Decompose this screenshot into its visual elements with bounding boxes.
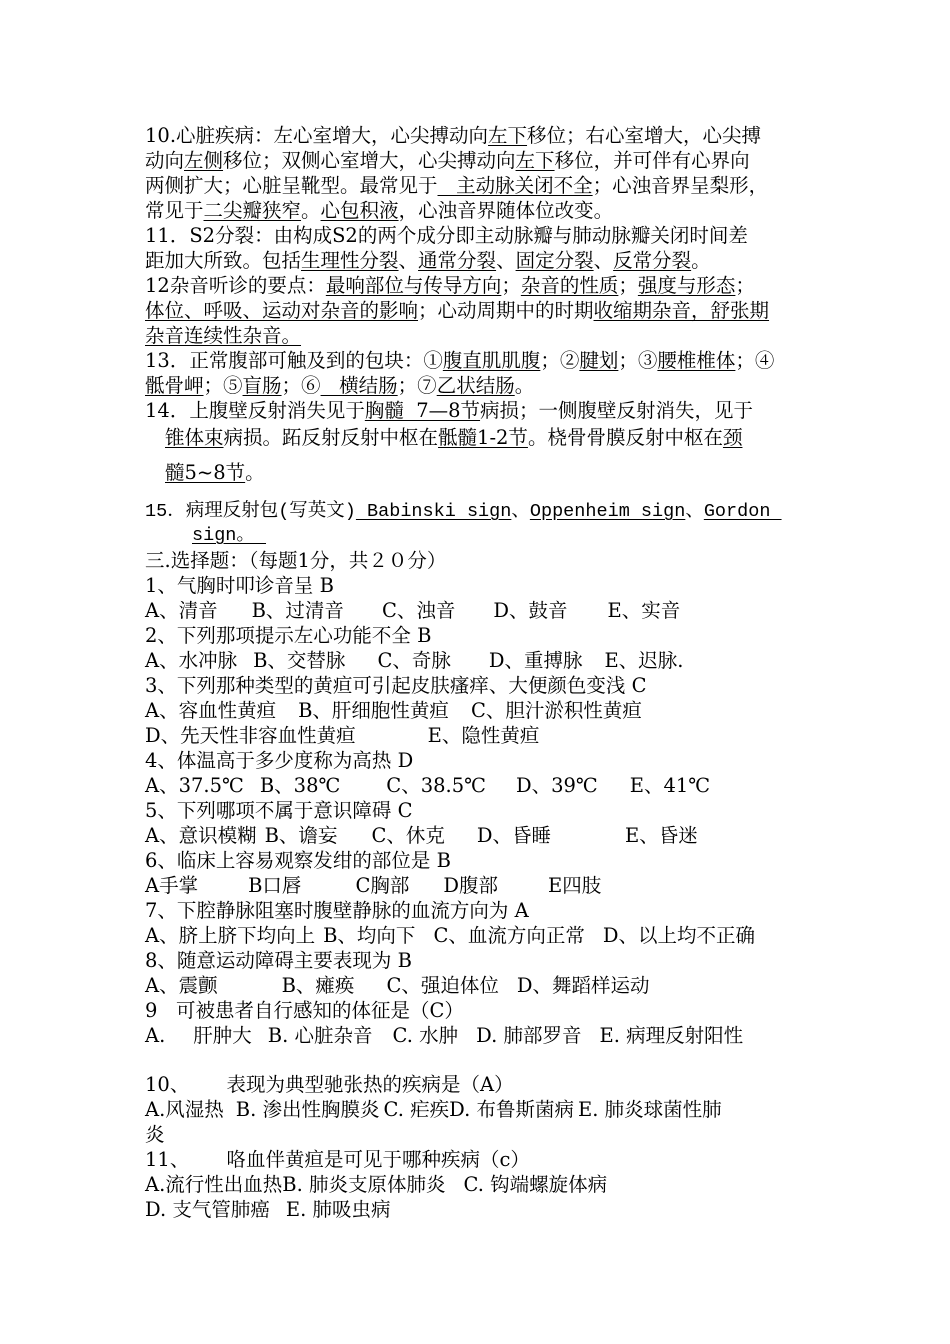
answer-blank: 左下 bbox=[488, 124, 528, 147]
answer-blank: 横结肠 bbox=[320, 374, 398, 397]
text: ；⑥ bbox=[281, 374, 321, 397]
q10-line-1 bbox=[145, 124, 761, 148]
text: 、 bbox=[593, 249, 614, 272]
option: A.风湿热 bbox=[145, 1098, 224, 1121]
mc-question bbox=[145, 749, 413, 773]
mc-question bbox=[145, 674, 647, 698]
option: E、41℃ bbox=[629, 774, 711, 797]
answer-blank: 胸髓 7—8节 bbox=[364, 399, 481, 422]
text: 8、随意运动障碍主要表现为 B bbox=[145, 949, 412, 972]
text: 3、下列那种类型的黄疸可引起皮肤瘙痒、大便颜色变浅 C bbox=[145, 674, 647, 697]
mc-question bbox=[145, 999, 464, 1023]
option: E、实音 bbox=[607, 599, 681, 622]
answer-blank: 杂音连续性杂音。 bbox=[145, 324, 302, 347]
text: 三.选择题：（每题1分，共２０分） bbox=[145, 549, 447, 572]
q10-line-3 bbox=[145, 174, 768, 198]
text: 2、下列那项提示左心功能不全 B bbox=[145, 624, 432, 647]
option: B口唇 bbox=[248, 874, 302, 897]
mc-options bbox=[145, 824, 698, 848]
text: 距加大所致。包括 bbox=[145, 249, 302, 272]
option: B. 肺炎支原体肺炎 bbox=[282, 1173, 446, 1196]
answer-blank: 髓5~8节 bbox=[165, 461, 246, 484]
option: D、39℃ bbox=[515, 774, 598, 797]
text: ；④ bbox=[735, 349, 775, 372]
q12-line-2 bbox=[145, 299, 769, 323]
answer-blank: 腹直肌肌腹 bbox=[442, 349, 541, 372]
option: A、震颤 bbox=[145, 974, 218, 997]
option: D. 肺部罗音 bbox=[476, 1024, 582, 1047]
option: E四肢 bbox=[548, 874, 602, 897]
text: 、 bbox=[685, 501, 704, 522]
text: ； bbox=[501, 274, 521, 297]
mc-options bbox=[145, 874, 601, 898]
mc-options bbox=[145, 974, 650, 998]
q14-line-1 bbox=[145, 399, 753, 423]
option: A、容血性黄疸 bbox=[145, 699, 277, 722]
mc-question bbox=[145, 849, 451, 873]
text: 11、 咯血伴黄疸是可见于哪种疾病（c） bbox=[145, 1148, 530, 1171]
answer-blank: 杂音的性质 bbox=[520, 274, 619, 297]
option: A、脐上脐下均向上 bbox=[145, 924, 316, 947]
q11-line-1 bbox=[145, 224, 748, 248]
q11-line-2 bbox=[145, 249, 711, 273]
text: 14．上腹壁反射消失见于 bbox=[145, 399, 365, 422]
option: A.流行性出血热 bbox=[145, 1173, 283, 1196]
option: B、谵妄 bbox=[264, 824, 338, 847]
text: 5、下列哪项不属于意识障碍 C bbox=[145, 799, 413, 822]
mc-options bbox=[145, 599, 680, 623]
option: D、舞蹈样运动 bbox=[516, 974, 650, 997]
text: ； bbox=[618, 274, 638, 297]
option: C胸部 bbox=[355, 874, 410, 897]
answer-blank: 固定分裂 bbox=[515, 249, 594, 272]
option: C、血流方向正常 bbox=[433, 924, 585, 947]
answer-blank: 反常分裂 bbox=[613, 249, 692, 272]
option: 肝肿大 bbox=[193, 1024, 252, 1047]
option: C、休克 bbox=[371, 824, 445, 847]
option: 炎 bbox=[145, 1123, 165, 1146]
option: B、38℃ bbox=[259, 774, 341, 797]
text: 病损；一侧腹壁反射消失，见于 bbox=[480, 399, 754, 422]
answer-blank: 腰椎椎体 bbox=[657, 349, 736, 372]
q14-line-2 bbox=[165, 426, 742, 450]
option: B、过清音 bbox=[251, 599, 344, 622]
text: 11．S2分裂：由构成S2的两个成分即主动脉瓣与肺动脉瓣关闭时间差 bbox=[145, 224, 748, 247]
answer-blank: 锥体束 bbox=[165, 426, 224, 449]
text: 4、体温高于多少度称为高热 D bbox=[145, 749, 414, 772]
q12-line-3 bbox=[145, 324, 301, 348]
option: D、重搏脉 bbox=[488, 649, 583, 672]
mc-question bbox=[145, 1148, 530, 1172]
option: D. 布鲁斯菌病 bbox=[449, 1098, 574, 1121]
option: C、奇脉 bbox=[377, 649, 451, 672]
option: E. 肺炎球菌性肺 bbox=[577, 1098, 722, 1121]
mc-options bbox=[145, 1198, 390, 1222]
text: ；心动周期中的时期 bbox=[418, 299, 594, 322]
option: D、鼓音 bbox=[493, 599, 568, 622]
text: 。 bbox=[301, 199, 321, 222]
answer-blank: 左侧 bbox=[184, 149, 224, 172]
option: A手掌 bbox=[145, 874, 199, 897]
mc-options bbox=[145, 699, 642, 723]
text: 7、下腔静脉阻塞时腹壁静脉的血流方向为 A bbox=[145, 899, 529, 922]
mc-question bbox=[145, 624, 431, 648]
answer-blank: Babinski sign bbox=[355, 501, 512, 522]
answer-blank: sign。 bbox=[192, 525, 267, 546]
option: D、昏睡 bbox=[476, 824, 551, 847]
option: A、清音 bbox=[145, 599, 218, 622]
text: 移位；双侧心室增大，心尖搏动向 bbox=[223, 149, 516, 172]
option: C. 钩端螺旋体病 bbox=[463, 1173, 608, 1196]
answer-blank: 心包积液 bbox=[320, 199, 399, 222]
text: 6、临床上容易观察发绀的部位是 B bbox=[145, 849, 451, 872]
text: 。 bbox=[691, 249, 711, 272]
q13-line-1 bbox=[145, 349, 774, 373]
option: D、先天性非容血性黄疸 bbox=[145, 724, 356, 747]
mc-options bbox=[145, 1024, 743, 1048]
q10-line-2 bbox=[145, 149, 750, 173]
text: 常见于 bbox=[145, 199, 204, 222]
answer-blank: 强度与形态 bbox=[637, 274, 736, 297]
text: 、 bbox=[398, 249, 419, 272]
mc-options bbox=[145, 1123, 165, 1147]
answer-blank: 通常分裂 bbox=[418, 249, 497, 272]
text: ；② bbox=[540, 349, 580, 372]
option: B、瘫痪 bbox=[281, 974, 355, 997]
option: A、意识模糊 bbox=[145, 824, 257, 847]
option: D、以上均不正确 bbox=[602, 924, 755, 947]
option: E. 肺吸虫病 bbox=[285, 1198, 391, 1221]
q13-line-2 bbox=[145, 374, 534, 398]
answer-blank: 腱划 bbox=[579, 349, 619, 372]
answer-blank: 生理性分裂 bbox=[301, 249, 399, 272]
text: 15．病理反射包(写英文) bbox=[145, 501, 356, 522]
text: 1、气胸时叩诊音呈 B bbox=[145, 574, 334, 597]
q12-line-1 bbox=[145, 274, 755, 298]
option: C. 疟疾 bbox=[383, 1098, 450, 1121]
mc-question bbox=[145, 799, 413, 823]
option: A、37.5℃ bbox=[145, 774, 244, 797]
option: C、胆汁淤积性黄疸 bbox=[470, 699, 642, 722]
text: 动向 bbox=[145, 149, 185, 172]
q15-line-1 bbox=[145, 500, 782, 524]
text: 两侧扩大；心脏呈靴型。最常见于 bbox=[145, 174, 438, 197]
answer-blank: 主动脉关闭不全 bbox=[437, 174, 593, 197]
answer-blank: 最响部位与传导方向 bbox=[325, 274, 502, 297]
mc-question bbox=[145, 1073, 514, 1097]
text: 9 可被患者自行感知的体征是（C） bbox=[145, 999, 464, 1022]
option: E、迟脉. bbox=[604, 649, 684, 672]
answer-blank: Gordon bbox=[703, 501, 782, 522]
text: 10、 表现为典型驰张热的疾病是（A） bbox=[145, 1073, 514, 1096]
mc-options bbox=[145, 1173, 607, 1197]
mc-options bbox=[145, 774, 710, 798]
mc-options bbox=[145, 649, 683, 673]
option: C. 水肿 bbox=[392, 1024, 459, 1047]
text: ；⑦ bbox=[397, 374, 437, 397]
answer-blank: 二尖瓣狭窄 bbox=[203, 199, 302, 222]
mc-options bbox=[145, 1098, 722, 1122]
option: E. 病理反射阳性 bbox=[599, 1024, 744, 1047]
mc-question bbox=[145, 899, 529, 923]
option: B. 心脏杂音 bbox=[267, 1024, 373, 1047]
option: A. bbox=[145, 1024, 166, 1047]
text: 。桡骨骨膜反射中枢在 bbox=[527, 426, 723, 449]
option: B、均向下 bbox=[323, 924, 416, 947]
text: 12杂音听诊的要点： bbox=[145, 274, 326, 297]
q10-line-4 bbox=[145, 199, 613, 223]
option: C、强迫体位 bbox=[386, 974, 499, 997]
text: 、 bbox=[496, 249, 516, 272]
text: ；⑤ bbox=[203, 374, 243, 397]
text: 。 bbox=[245, 461, 265, 484]
text: 、 bbox=[511, 501, 530, 522]
mc-options bbox=[145, 724, 539, 748]
answer-blank: 颈 bbox=[722, 426, 743, 449]
option: B、交替脉 bbox=[253, 649, 346, 672]
text: 病损。跖反射反射中枢在 bbox=[223, 426, 439, 449]
answer-blank: 盲肠 bbox=[242, 374, 282, 397]
answer-blank: 骶髓1-2节 bbox=[438, 426, 528, 449]
q14-line-3 bbox=[165, 461, 265, 485]
text: ； bbox=[735, 274, 755, 297]
text: 13．正常腹部可触及到的包块：① bbox=[145, 349, 443, 372]
option: D腹部 bbox=[443, 874, 498, 897]
mc-question bbox=[145, 949, 412, 973]
answer-blank: Oppenheim sign bbox=[529, 501, 686, 522]
mc-question bbox=[145, 574, 334, 598]
option: B. 渗出性胸膜炎 bbox=[235, 1098, 380, 1121]
answer-blank: 收缩期杂音，舒张期 bbox=[593, 299, 770, 322]
text: 10.心脏疾病：左心室增大，心尖搏动向 bbox=[145, 124, 489, 147]
option: C、38.5℃ bbox=[386, 774, 486, 797]
text: 。 bbox=[514, 374, 535, 397]
text: ；③ bbox=[618, 349, 658, 372]
option: E、隐性黄疸 bbox=[427, 724, 540, 747]
mc-options bbox=[145, 924, 755, 948]
option: D. 支气管肺癌 bbox=[145, 1198, 270, 1221]
answer-blank: 左下 bbox=[515, 149, 555, 172]
text: 移位，并可伴有心界向 bbox=[554, 149, 750, 172]
option: E、昏迷 bbox=[625, 824, 698, 847]
option: B、肝细胞性黄疸 bbox=[298, 699, 449, 722]
answer-blank: 骶骨岬 bbox=[145, 374, 204, 397]
option: C、浊音 bbox=[381, 599, 456, 622]
answer-blank: 体位、呼吸、运动对杂音的影响 bbox=[145, 299, 419, 322]
text: ，心浊音界随体位改变。 bbox=[398, 199, 614, 222]
text: 移位；右心室增大，心尖搏 bbox=[527, 124, 762, 147]
text: ；心浊音界呈梨形， bbox=[592, 174, 769, 197]
q15-line-2 bbox=[192, 524, 266, 548]
section-heading bbox=[145, 549, 446, 573]
answer-blank: 乙状结肠 bbox=[436, 374, 515, 397]
option: A、水冲脉 bbox=[145, 649, 238, 672]
